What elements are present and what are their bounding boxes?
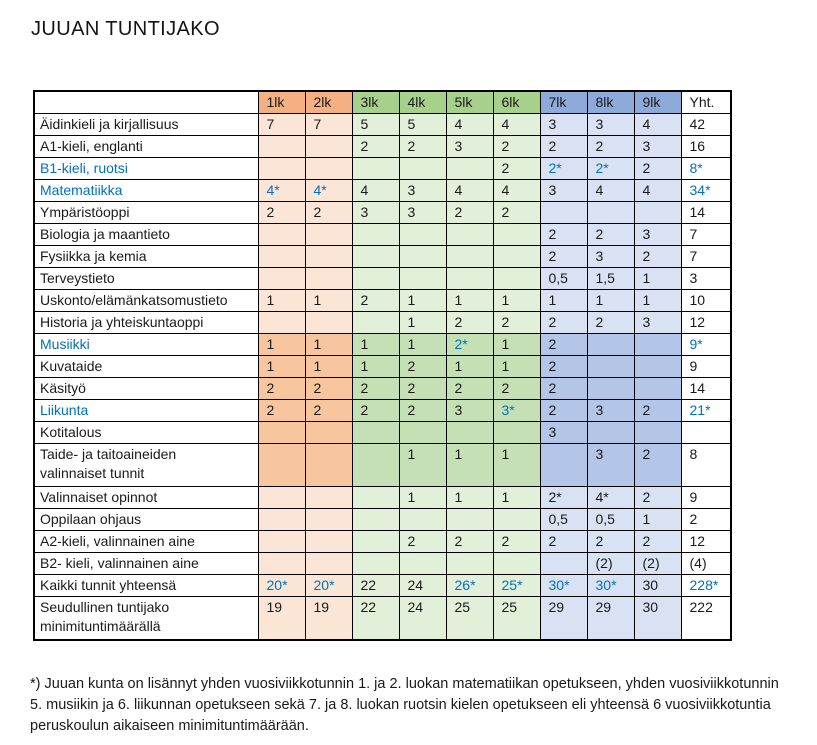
column-header-5lk: 5lk	[446, 91, 493, 114]
hours-cell: 3	[634, 136, 681, 158]
hours-cell: 24	[399, 575, 446, 597]
subject-label: Kuvataide	[34, 356, 258, 378]
hours-cell: 2	[540, 224, 587, 246]
hours-cell: 3	[540, 422, 587, 444]
hours-cell: 1	[305, 334, 352, 356]
hours-cell: 1	[634, 509, 681, 531]
hours-cell: 0,5	[587, 509, 634, 531]
hours-cell: 19	[258, 597, 305, 640]
hours-cell: 2	[493, 378, 540, 400]
hours-cell: 2	[258, 378, 305, 400]
column-header-3lk: 3lk	[352, 91, 399, 114]
hours-cell: 29	[587, 597, 634, 640]
hours-cell	[258, 158, 305, 180]
hours-cell	[587, 356, 634, 378]
hours-cell: 3	[540, 180, 587, 202]
hours-cell: 7	[305, 114, 352, 136]
hours-cell: 2	[399, 136, 446, 158]
table-row	[34, 400, 731, 422]
subject-label: B2- kieli, valinnainen aine	[34, 553, 258, 575]
hours-cell: 7	[258, 114, 305, 136]
hours-cell	[493, 224, 540, 246]
hours-cell: 3*	[493, 400, 540, 422]
hours-cell: 1,5	[587, 268, 634, 290]
subject-label: Käsityö	[34, 378, 258, 400]
hours-cell	[634, 356, 681, 378]
hours-cell: 14	[681, 202, 731, 224]
hours-cell: 1	[540, 290, 587, 312]
hours-cell: 2	[352, 400, 399, 422]
hours-cell: 3	[681, 268, 731, 290]
hours-cell: 2	[399, 531, 446, 553]
hours-cell: 2	[540, 531, 587, 553]
hours-cell: 26*	[446, 575, 493, 597]
hours-cell: 7	[681, 246, 731, 268]
hours-cell: 25*	[493, 575, 540, 597]
hours-cell	[493, 553, 540, 575]
hours-cell	[305, 268, 352, 290]
hours-cell: 12	[681, 531, 731, 553]
header-row	[34, 91, 731, 114]
hours-cell	[493, 246, 540, 268]
hours-cell: 2	[305, 378, 352, 400]
hours-cell: 2	[587, 312, 634, 334]
hours-cell: 2	[446, 378, 493, 400]
subject-label: Fysiikka ja kemia	[34, 246, 258, 268]
hours-cell: 2	[587, 136, 634, 158]
hours-cell: 3	[634, 312, 681, 334]
hours-cell: 2	[399, 400, 446, 422]
hours-cell	[399, 246, 446, 268]
hours-cell	[258, 224, 305, 246]
subject-label: Biologia ja maantieto	[34, 224, 258, 246]
hours-cell: 1	[352, 334, 399, 356]
hours-cell: 2	[634, 400, 681, 422]
table-row	[34, 356, 731, 378]
table-row	[34, 509, 731, 531]
hours-cell: 20*	[258, 575, 305, 597]
hours-cell	[587, 378, 634, 400]
hours-cell: 4	[493, 114, 540, 136]
hours-cell	[352, 312, 399, 334]
hours-cell: 1	[399, 290, 446, 312]
column-header-4lk: 4lk	[399, 91, 446, 114]
hours-cell	[352, 158, 399, 180]
hours-cell: 2	[446, 312, 493, 334]
hours-cell	[446, 422, 493, 444]
hours-cell	[540, 444, 587, 487]
hours-cell: 30*	[540, 575, 587, 597]
hours-cell: 2	[305, 202, 352, 224]
hours-cell	[399, 268, 446, 290]
hours-cell	[446, 224, 493, 246]
table-row	[34, 575, 731, 597]
subject-label: Musiikki	[34, 334, 258, 356]
table-row	[34, 334, 731, 356]
hours-cell: (4)	[681, 553, 731, 575]
hours-cell	[446, 509, 493, 531]
hours-cell: 4	[587, 180, 634, 202]
table-row	[34, 180, 731, 202]
hours-cell: 2	[305, 400, 352, 422]
hours-cell: 3	[634, 224, 681, 246]
hours-cell: 222	[681, 597, 731, 640]
hours-cell: 2	[540, 136, 587, 158]
corner-cell	[34, 91, 258, 114]
subject-label: Kaikki tunnit yhteensä	[34, 575, 258, 597]
hours-cell: 2	[399, 356, 446, 378]
hours-cell: 228*	[681, 575, 731, 597]
hours-cell: 25	[493, 597, 540, 640]
hours-cell: 3	[587, 246, 634, 268]
hours-cell: 4	[493, 180, 540, 202]
hours-cell	[634, 202, 681, 224]
subject-label: Uskonto/elämänkatsomustieto	[34, 290, 258, 312]
hours-cell: 2*	[446, 334, 493, 356]
hours-cell: 1	[399, 444, 446, 487]
lesson-distribution-table	[33, 90, 732, 641]
column-header-8lk: 8lk	[587, 91, 634, 114]
hours-cell: 2	[493, 312, 540, 334]
hours-cell	[258, 268, 305, 290]
table-row	[34, 290, 731, 312]
hours-cell: 29	[540, 597, 587, 640]
hours-cell: 21*	[681, 400, 731, 422]
hours-cell	[258, 136, 305, 158]
table-row	[34, 224, 731, 246]
hours-cell: 1	[399, 334, 446, 356]
hours-cell: 4*	[258, 180, 305, 202]
hours-cell	[352, 422, 399, 444]
hours-cell: 4	[446, 114, 493, 136]
hours-cell	[305, 246, 352, 268]
hours-cell: 2	[634, 444, 681, 487]
hours-cell: 1	[493, 334, 540, 356]
hours-cell	[399, 158, 446, 180]
hours-cell	[305, 509, 352, 531]
subject-label: Matematiikka	[34, 180, 258, 202]
table-row	[34, 422, 731, 444]
hours-cell: 8*	[681, 158, 731, 180]
column-header-total: Yht.	[681, 91, 731, 114]
hours-cell: 14	[681, 378, 731, 400]
hours-cell: 16	[681, 136, 731, 158]
hours-cell	[399, 509, 446, 531]
hours-cell: 1	[305, 290, 352, 312]
hours-cell	[258, 553, 305, 575]
hours-cell: 5	[399, 114, 446, 136]
hours-cell	[258, 487, 305, 509]
hours-cell: 2	[493, 158, 540, 180]
column-header-1lk: 1lk	[258, 91, 305, 114]
hours-cell	[258, 444, 305, 487]
hours-cell	[258, 509, 305, 531]
hours-cell: 2	[446, 531, 493, 553]
hours-cell: 2	[634, 246, 681, 268]
hours-cell: 2	[634, 531, 681, 553]
table-row	[34, 114, 731, 136]
hours-cell: 4	[634, 114, 681, 136]
hours-cell: 3	[446, 136, 493, 158]
hours-cell	[258, 531, 305, 553]
table-row	[34, 553, 731, 575]
hours-cell	[634, 422, 681, 444]
hours-cell	[399, 224, 446, 246]
table-row	[34, 136, 731, 158]
hours-cell: 2	[540, 400, 587, 422]
hours-cell: 1	[305, 356, 352, 378]
hours-cell: 10	[681, 290, 731, 312]
hours-cell	[399, 553, 446, 575]
hours-cell: 30	[634, 575, 681, 597]
hours-cell	[352, 531, 399, 553]
table-row	[34, 378, 731, 400]
hours-cell: 12	[681, 312, 731, 334]
subject-label: Liikunta	[34, 400, 258, 422]
subject-label: Seudullinen tuntijako minimituntimäärällä	[34, 597, 258, 640]
hours-cell: 4*	[305, 180, 352, 202]
hours-cell: 2	[587, 224, 634, 246]
hours-cell: 2	[258, 400, 305, 422]
hours-cell: 1	[446, 487, 493, 509]
hours-cell	[446, 553, 493, 575]
subject-label: Äidinkieli ja kirjallisuus	[34, 114, 258, 136]
hours-cell	[258, 312, 305, 334]
subject-rows	[34, 114, 731, 640]
hours-cell: 1	[493, 356, 540, 378]
hours-cell	[399, 422, 446, 444]
hours-cell: 4	[352, 180, 399, 202]
hours-cell: 2*	[587, 158, 634, 180]
hours-cell: 2	[540, 378, 587, 400]
hours-cell	[587, 422, 634, 444]
subject-label: Historia ja yhteiskuntaoppi	[34, 312, 258, 334]
hours-cell: 1	[446, 290, 493, 312]
page-title: JUUAN TUNTIJAKO	[31, 18, 220, 40]
hours-cell: 3	[446, 400, 493, 422]
hours-cell	[352, 246, 399, 268]
hours-cell: 4*	[587, 487, 634, 509]
hours-cell: 2	[540, 246, 587, 268]
subject-label: A2-kieli, valinnainen aine	[34, 531, 258, 553]
hours-cell: 30	[634, 597, 681, 640]
hours-cell: 1	[587, 290, 634, 312]
hours-cell: 1	[399, 487, 446, 509]
hours-cell: 3	[587, 400, 634, 422]
hours-cell: 22	[352, 597, 399, 640]
hours-cell: 1	[258, 334, 305, 356]
hours-cell: 2	[352, 136, 399, 158]
hours-cell: 3	[352, 202, 399, 224]
hours-cell: 3	[587, 114, 634, 136]
hours-cell: 2	[587, 531, 634, 553]
hours-cell	[352, 509, 399, 531]
hours-cell: 0,5	[540, 509, 587, 531]
hours-cell	[540, 202, 587, 224]
column-header-7lk: 7lk	[540, 91, 587, 114]
hours-cell: 1	[446, 356, 493, 378]
hours-cell: 30*	[587, 575, 634, 597]
hours-cell: 34*	[681, 180, 731, 202]
hours-cell: 2	[634, 487, 681, 509]
subject-label: Taide- ja taitoaineiden valinnaiset tunnit	[34, 444, 258, 487]
table-row	[34, 487, 731, 509]
hours-cell	[352, 487, 399, 509]
table-row	[34, 246, 731, 268]
hours-cell: 2	[634, 158, 681, 180]
column-header-9lk: 9lk	[634, 91, 681, 114]
hours-cell	[446, 268, 493, 290]
table-row	[34, 597, 731, 640]
hours-cell: 22	[352, 575, 399, 597]
table-row	[34, 202, 731, 224]
hours-cell	[446, 158, 493, 180]
hours-cell: 3	[399, 180, 446, 202]
hours-cell	[305, 422, 352, 444]
hours-cell: 9*	[681, 334, 731, 356]
table-row	[34, 444, 731, 487]
subject-label: Valinnaiset opinnot	[34, 487, 258, 509]
hours-cell: 2	[681, 509, 731, 531]
hours-cell: 2	[493, 136, 540, 158]
hours-cell	[587, 334, 634, 356]
subject-label: Terveystieto	[34, 268, 258, 290]
hours-cell	[258, 246, 305, 268]
hours-cell	[258, 422, 305, 444]
hours-cell: 4	[634, 180, 681, 202]
hours-cell: 2	[258, 202, 305, 224]
hours-cell: 2*	[540, 487, 587, 509]
table-row	[34, 312, 731, 334]
hours-cell	[305, 444, 352, 487]
hours-cell: 2	[540, 312, 587, 334]
hours-cell: 2	[352, 378, 399, 400]
table-row	[34, 158, 731, 180]
hours-cell: (2)	[634, 553, 681, 575]
hours-cell	[634, 378, 681, 400]
hours-cell: 2	[540, 356, 587, 378]
hours-cell: 1	[634, 268, 681, 290]
hours-cell: 20*	[305, 575, 352, 597]
hours-cell: 1	[446, 444, 493, 487]
hours-cell: 2	[446, 202, 493, 224]
hours-cell: 0,5	[540, 268, 587, 290]
hours-cell: 1	[493, 290, 540, 312]
hours-cell	[305, 312, 352, 334]
hours-cell: 5	[352, 114, 399, 136]
subject-label: A1-kieli, englanti	[34, 136, 258, 158]
hours-cell: 9	[681, 356, 731, 378]
footnote-text: *) Juuan kunta on lisännyt yhden vuosiviikkotunnin 1. ja 2. luokan matematiikan opetukseen, yhden vuosiviikkotunnin 5. musiikin ja 6. liikunnan opetukseen sekä 7. ja 8. luokan ruotsin kielen opetukseen eli yhteensä 6 vuosiviikkotuntia peruskoulun aikaiseen minimituntimäärään.	[30, 675, 779, 734]
hours-cell: 2	[493, 202, 540, 224]
hours-cell	[305, 158, 352, 180]
hours-cell: 2*	[540, 158, 587, 180]
hours-cell	[305, 487, 352, 509]
hours-cell	[352, 444, 399, 487]
hours-cell	[352, 224, 399, 246]
hours-cell: 3	[587, 444, 634, 487]
hours-cell: 2	[352, 290, 399, 312]
hours-cell	[587, 202, 634, 224]
hours-cell: 1	[258, 356, 305, 378]
hours-cell	[681, 422, 731, 444]
hours-cell: 9	[681, 487, 731, 509]
column-header-2lk: 2lk	[305, 91, 352, 114]
hours-cell: 42	[681, 114, 731, 136]
hours-cell: 4	[446, 180, 493, 202]
hours-cell: 1	[493, 487, 540, 509]
hours-cell	[493, 422, 540, 444]
hours-cell: 1	[493, 444, 540, 487]
hours-cell	[493, 509, 540, 531]
hours-cell	[305, 531, 352, 553]
hours-cell: 3	[540, 114, 587, 136]
hours-cell	[493, 268, 540, 290]
hours-cell: 7	[681, 224, 731, 246]
hours-cell: 25	[446, 597, 493, 640]
subject-label: B1-kieli, ruotsi	[34, 158, 258, 180]
hours-cell: 1	[634, 290, 681, 312]
hours-cell: 1	[352, 356, 399, 378]
hours-cell: 1	[258, 290, 305, 312]
hours-cell: 19	[305, 597, 352, 640]
hours-cell: 3	[399, 202, 446, 224]
hours-cell	[352, 268, 399, 290]
column-header-6lk: 6lk	[493, 91, 540, 114]
hours-cell	[540, 553, 587, 575]
hours-cell	[634, 334, 681, 356]
hours-cell	[305, 553, 352, 575]
hours-cell: 2	[399, 378, 446, 400]
hours-cell	[305, 136, 352, 158]
hours-cell	[446, 246, 493, 268]
hours-cell: 2	[493, 531, 540, 553]
hours-cell: 8	[681, 444, 731, 487]
subject-label: Ympäristöoppi	[34, 202, 258, 224]
subject-label: Kotitalous	[34, 422, 258, 444]
subject-label: Oppilaan ohjaus	[34, 509, 258, 531]
hours-cell	[305, 224, 352, 246]
hours-cell: 24	[399, 597, 446, 640]
hours-cell: (2)	[587, 553, 634, 575]
table-row	[34, 531, 731, 553]
hours-cell: 2	[540, 334, 587, 356]
hours-cell: 1	[399, 312, 446, 334]
hours-cell	[352, 553, 399, 575]
table-row	[34, 268, 731, 290]
